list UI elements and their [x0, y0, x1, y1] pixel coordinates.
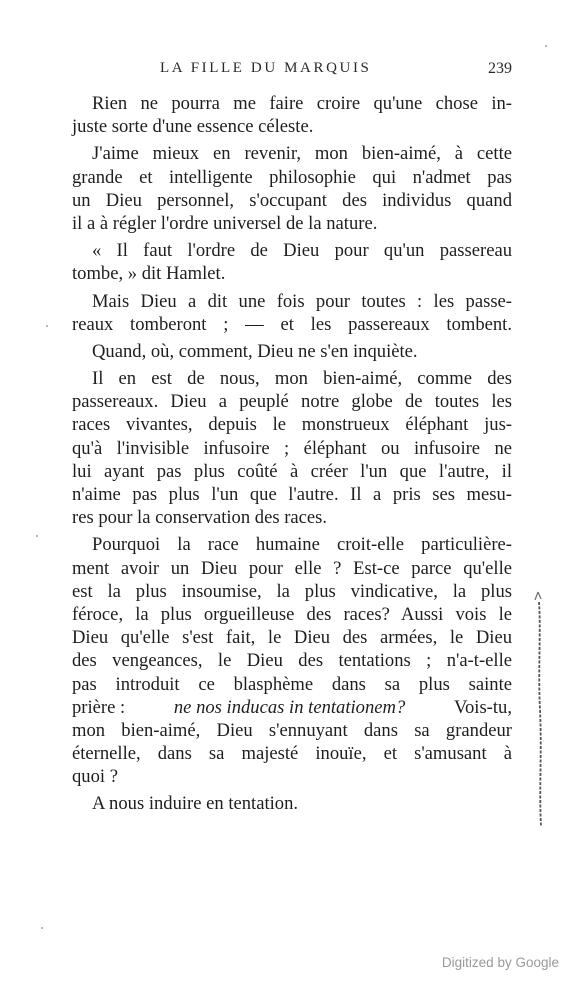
text-line: qu'à l'invisible infusoire ; éléphant ou infusoire ne: [72, 437, 512, 459]
text-line: féroce, la plus orgueilleuse des races? Aussi vois le: [72, 603, 512, 625]
text-line: lui ayant pas plus coûté à créer l'un que l'autre, il: [72, 460, 512, 482]
margin-annotation-mark: [532, 590, 548, 830]
text-line: grande et intelligente philosophie qui n'admet pas: [72, 166, 512, 188]
paper-speck: [36, 535, 38, 537]
text-line: il a à régler l'ordre universel de la nature.: [72, 212, 378, 234]
text-line: des vengeances, le Dieu des tentations ; n'a-t-elle: [72, 650, 512, 672]
text-line: un Dieu personnel, s'occupant des individus quand: [72, 189, 512, 211]
text-line: juste sorte d'une essence céleste.: [72, 116, 314, 138]
text-fragment: Vois-tu,: [453, 696, 512, 718]
text-line: « Il faut l'ordre de Dieu pour qu'un passereau: [92, 240, 512, 262]
running-title: LA FILLE DU MARQUIS: [160, 60, 372, 76]
text-line: pas introduit ce blasphème dans sa plus sainte: [72, 673, 512, 695]
text-line: J'aime mieux en revenir, mon bien-aimé, à cette: [92, 143, 512, 165]
paper-speck: [545, 45, 547, 47]
prayer-label: prière :: [72, 696, 126, 718]
text-line: n'aime pas plus l'un que l'autre. Il a pris ses mesu-: [72, 484, 512, 505]
text-line: A nous induire en tentation.: [92, 793, 299, 815]
text-line: est la plus insoumise, la plus vindicative, la plus: [72, 580, 512, 602]
text-line: quoi ?: [72, 766, 118, 788]
body-text: [72, 92, 512, 816]
text-line: races vivantes, depuis le monstrueux éléphant jus-: [72, 414, 512, 436]
paper-speck: [41, 927, 43, 929]
text-line: reaux tomberont ; — et les passereaux tombent.: [72, 313, 512, 335]
text-line: mon bien-aimé, Dieu s'ennuyant dans sa grandeur: [72, 719, 512, 741]
latin-quote: ne nos inducas in tentationem?: [173, 696, 406, 718]
text-line: Dieu qu'elle s'est fait, le Dieu des armées, le Dieu: [72, 627, 512, 649]
text-line: éternelle, dans sa majesté inouïe, et s'amusant à: [72, 743, 512, 765]
text-line: Il en est de nous, mon bien-aimé, comme des: [92, 368, 512, 390]
text-line: [72, 696, 512, 719]
text-line: res pour la conservation des races.: [72, 507, 328, 529]
digitization-watermark: Digitized by Google: [441, 955, 559, 970]
text-line: Pourquoi la race humaine croit-elle particulière-: [92, 534, 512, 556]
text-line: Rien ne pourra me faire croire qu'une chose in-: [92, 93, 512, 114]
text-line: tombe, » dit Hamlet.: [72, 263, 226, 285]
page-number: 239: [488, 60, 512, 77]
text-line: Mais Dieu a dit une fois pour toutes : les passe-: [92, 290, 512, 312]
text-line: passereaux. Dieu a peuplé notre globe de toutes les: [72, 391, 512, 413]
page-header: [72, 60, 512, 82]
text-line: ment avoir un Dieu pour elle ? Est-ce parce qu'elle: [72, 557, 512, 579]
text-line: Quand, où, comment, Dieu ne s'en inquiète.: [92, 340, 418, 362]
paper-speck: [46, 325, 48, 327]
